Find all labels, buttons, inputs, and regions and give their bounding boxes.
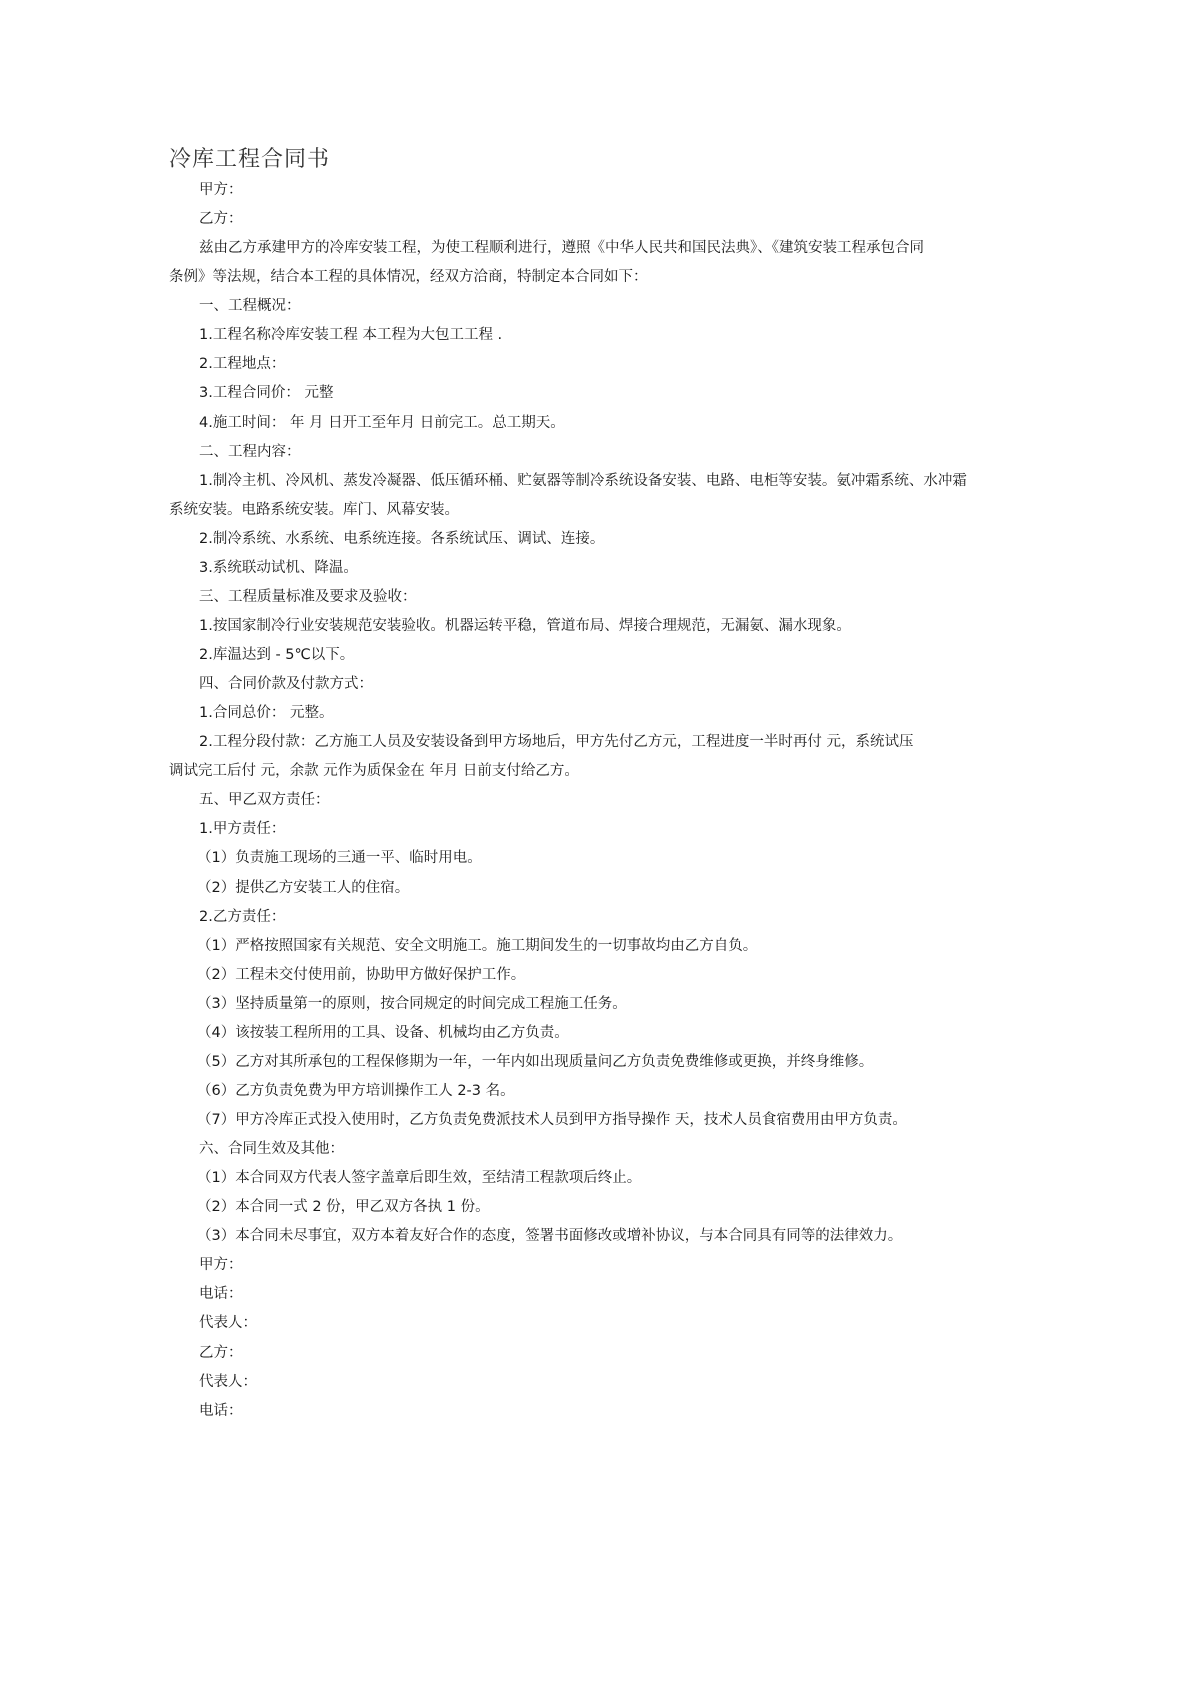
document-line: 2.工程地点： bbox=[199, 356, 286, 373]
document-line: （3）坚持质量第一的原则，按合同规定的时间完成工程施工任务。 bbox=[197, 995, 627, 1012]
document-line: 2.制冷系统、水系统、电系统连接。各系统试压、调试、连接。 bbox=[199, 530, 605, 547]
document-line: 1.工程名称冷库安装工程 本工程为大包工工程 . bbox=[199, 327, 503, 344]
document-line: （5）乙方对其所承包的工程保修期为一年，一年内如出现质量问乙方负责免费维修或更换，并终身维修。 bbox=[197, 1053, 874, 1070]
document-line: 三、工程质量标准及要求及验收： bbox=[199, 588, 417, 605]
document-line: 五、甲乙双方责任： bbox=[199, 792, 330, 809]
document-line: 2.库温达到 - 5℃以下。 bbox=[199, 647, 355, 663]
document-line: 2.乙方责任： bbox=[199, 908, 286, 925]
document-line: 兹由乙方承建甲方的冷库安装工程，为使工程顺利进行，遵照《中华人民共和国民法典》、《建筑安装工程承包合同 bbox=[199, 240, 924, 257]
document-line: 1.合同总价： 元整。 bbox=[199, 705, 334, 722]
document-line: 二、工程内容： bbox=[199, 443, 301, 460]
document-line: 条例》等法规，结合本工程的具体情况，经双方洽商，特制定本合同如下： bbox=[169, 269, 648, 286]
document-line: （3）本合同未尽事宜，双方本着友好合作的态度，签署书面修改或增补协议，与本合同具有同等的法律效力。 bbox=[197, 1228, 903, 1245]
document-line: 1.甲方责任： bbox=[199, 821, 286, 838]
document-line: 甲方： bbox=[199, 182, 243, 198]
document-line: 系统安装。电路系统安装。库门、风幕安装。 bbox=[169, 501, 459, 518]
document-line: 甲方： bbox=[199, 1257, 243, 1274]
document-line: 电话： bbox=[199, 1402, 243, 1419]
document-line: 四、合同价款及付款方式： bbox=[199, 676, 373, 693]
document-line: 3.系统联动试机、降温。 bbox=[199, 559, 358, 576]
document-line: 代表人： bbox=[199, 1315, 257, 1332]
document-line: （6）乙方负责免费为甲方培训操作工人 2-3 名。 bbox=[197, 1082, 515, 1099]
document-line: 乙方： bbox=[199, 211, 243, 228]
document-line: 电话： bbox=[199, 1286, 243, 1303]
document-line: （1）严格按照国家有关规范、安全文明施工。施工期间发生的一切事故均由乙方自负。 bbox=[197, 937, 758, 954]
document-line: 2.工程分段付款：乙方施工人员及安装设备到甲方场地后，甲方先付乙方元，工程进度一半时再付 元，系统试压 bbox=[199, 734, 914, 751]
document-line: 1.制冷主机、冷风机、蒸发冷凝器、低压循环桶、贮氨器等制冷系统设备安装、电路、电柜等安装。氨冲霜系统、水冲霜 bbox=[199, 472, 967, 489]
document-line: （1）本合同双方代表人签字盖章后即生效，至结清工程款项后终止。 bbox=[197, 1170, 642, 1187]
document-line: （2）提供乙方安装工人的住宿。 bbox=[197, 879, 410, 896]
document-line: 一、工程概况： bbox=[199, 298, 301, 315]
document-line: （7）甲方冷库正式投入使用时，乙方负责免费派技术人员到甲方指导操作 天，技术人员食宿费用由甲方负责。 bbox=[197, 1112, 907, 1128]
document-body bbox=[169, 176, 1017, 1426]
document-line: 乙方： bbox=[199, 1344, 243, 1361]
document-line: （2）工程未交付使用前，协助甲方做好保护工作。 bbox=[197, 966, 526, 983]
document-line: 4.施工时间： 年 月 日开工至年月 日前完工。总工期天。 bbox=[199, 414, 565, 431]
document-line: 六、合同生效及其他： bbox=[199, 1141, 344, 1158]
document-line: （2）本合同一式 2 份，甲乙双方各执 1 份。 bbox=[197, 1199, 490, 1216]
document-line: （1）负责施工现场的三通一平、临时用电。 bbox=[197, 850, 482, 867]
document-line: 代表人： bbox=[199, 1373, 257, 1390]
document-line: 1.按国家制冷行业安装规范安装验收。机器运转平稳，管道布局、焊接合理规范，无漏氨、漏水现象。 bbox=[199, 617, 851, 634]
document-line: （4）该按装工程所用的工具、设备、机械均由乙方负责。 bbox=[197, 1024, 569, 1041]
document-line: 调试完工后付 元，余款 元作为质保金在 年月 日前支付给乙方。 bbox=[169, 763, 579, 780]
document-line: 3.工程合同价： 元整 bbox=[199, 385, 334, 402]
document-title: 冷库工程合同书 bbox=[169, 147, 331, 172]
